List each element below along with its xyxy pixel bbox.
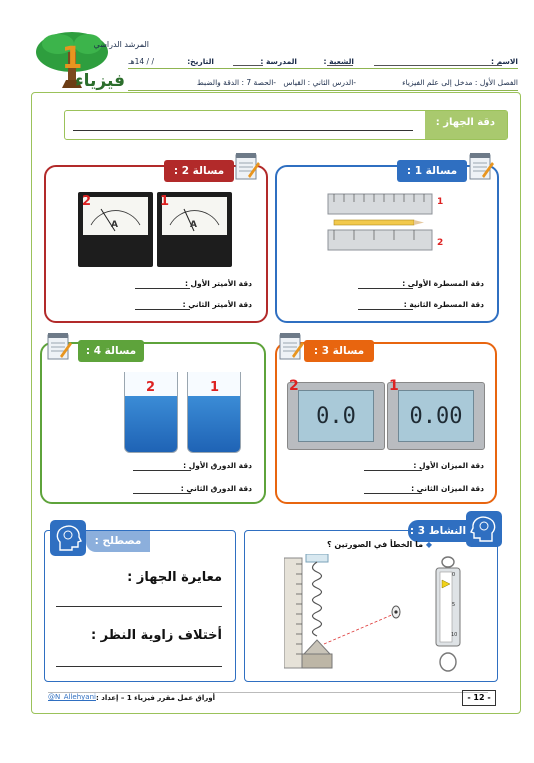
ruler-1-line: دقة المسطرة الأولى : — [402, 279, 484, 288]
ammeter-1-line: دقة الأميتر الأول : — [184, 279, 252, 288]
logo-text: فيزياء — [74, 71, 126, 91]
device-precision-label: دقة الجهاز : — [435, 117, 495, 128]
beaker-1-blank[interactable] — [133, 470, 191, 471]
scale-1-reading: 0.00 — [398, 390, 474, 442]
ammeter-2-line: دقة الأميتر الثاني : — [182, 300, 252, 309]
question-1-tag: مسالة 1 : — [397, 160, 467, 182]
term-parallax-blank[interactable] — [56, 666, 222, 667]
ruler-1-number: 1 — [437, 197, 444, 207]
scale-2-reading: 0.0 — [298, 390, 374, 442]
beaker-2-number: 2 — [146, 380, 156, 395]
brain-head-icon — [50, 520, 86, 556]
term-parallax: أختلاف زاوية النظر : — [90, 628, 222, 643]
ammeter-2-number: 2 — [82, 194, 92, 209]
scale-1-line: دقة الميزان الأول : — [413, 461, 484, 470]
digital-scale-1 — [387, 382, 485, 450]
ruler-2-line: دقة المسطرة الثانية : — [403, 300, 484, 309]
rulers-image — [326, 192, 434, 254]
school-label: المدرسة : — [260, 57, 297, 66]
term-calibration-blank[interactable] — [56, 606, 222, 607]
spring-tick-0: 0 — [452, 572, 456, 578]
digital-scale-2 — [287, 382, 385, 450]
notepad-icon — [278, 332, 304, 360]
date-value: / / 14هـ — [128, 57, 154, 66]
ruler-1-blank[interactable] — [358, 288, 413, 289]
notepad-icon — [234, 152, 260, 180]
name-label: الاسم : — [490, 57, 518, 66]
notepad-icon — [46, 332, 72, 360]
scale-1-number: 1 — [389, 378, 399, 394]
question-3-tag: مسالة 3 : — [304, 340, 374, 362]
ammeter-2-blank[interactable] — [135, 309, 190, 310]
brain-head-icon — [466, 511, 502, 547]
ruler-2-number: 2 — [437, 238, 444, 248]
device-precision-box — [64, 110, 508, 140]
ammeter-2-unit: A — [111, 220, 118, 230]
spring-tick-10: 10 — [451, 632, 458, 638]
ammeter-1-blank[interactable] — [135, 288, 190, 289]
activity-3-tag: النشاط 3 : — [408, 520, 468, 542]
device-precision-blank[interactable] — [73, 130, 413, 131]
footer-credit: أوراق عمل مقرر فيزياء 1 – إعداد : — [96, 694, 215, 702]
date-label: التاريخ: — [187, 57, 214, 66]
spring-balance-image — [428, 556, 468, 674]
beaker-2-blank[interactable] — [133, 493, 191, 494]
parallax-ruler-image — [284, 554, 416, 672]
logo-digit: 1 — [61, 41, 83, 76]
scale-1-blank[interactable] — [364, 470, 422, 471]
spring-tick-5: 5 — [452, 602, 456, 608]
class-label: الشعبة : — [323, 57, 354, 66]
author-handle-link[interactable]: @N_Allehyani — [48, 693, 96, 701]
notepad-icon — [468, 152, 494, 180]
activity-question — [327, 540, 432, 549]
question-4-tag: مسالة 4 : — [78, 340, 144, 362]
diamond-bullet-icon: ◆ — [425, 540, 432, 549]
ammeter-1-number: 1 — [160, 194, 170, 209]
chapter-title: الفصل الأول : مدخل إلى علم الفيزياء — [402, 78, 518, 87]
lesson-title: -الدرس الثاني : القياس — [283, 78, 356, 87]
scale-2-blank[interactable] — [364, 493, 422, 494]
page-number: - 12 - — [462, 690, 496, 706]
study-guide-title: المرشد الدراسي — [93, 40, 149, 49]
period-title: -الحصة 7 : الدقة والضبط — [196, 78, 276, 87]
ammeter-1-unit: A — [190, 220, 197, 230]
beaker-1-line: دقة الدورق الأول : — [183, 461, 252, 470]
beaker-1-number: 1 — [210, 380, 220, 395]
scale-2-line: دقة الميزان الثاني : — [411, 484, 484, 493]
terms-tag: مصطلح : — [86, 530, 150, 552]
question-2-tag: مسالة 2 : — [164, 160, 234, 182]
activity-question-text: ما الخطأ في الصورتين ؟ — [326, 540, 424, 549]
ruler-2-blank[interactable] — [358, 309, 413, 310]
beaker-2-line: دقة الدورق الثاني : — [180, 484, 252, 493]
term-calibration: معايرة الجهاز : — [127, 570, 222, 585]
scale-2-number: 2 — [289, 378, 299, 394]
